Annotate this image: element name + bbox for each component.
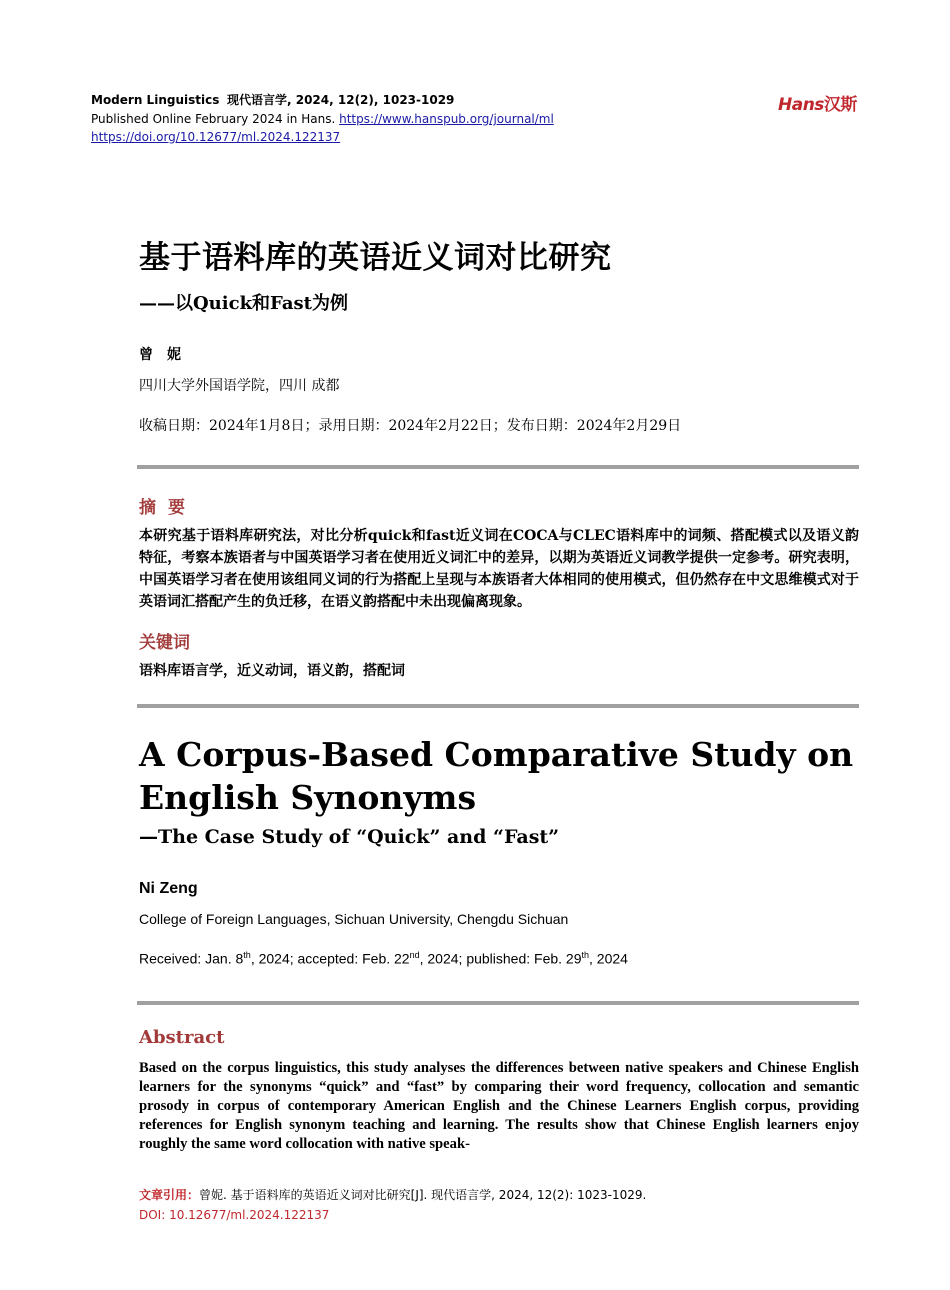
accepted-sup: nd — [409, 950, 420, 960]
abstract-english: Based on the corpus linguistics, this study analyses the differences between native speakers and Chinese English learners for the synonyms “quick” and “fast” by comparing their word frequency, collocation and semantic prosody in corpus of contemporary American English and the Chinese Learners English corpus, providing references for English synonym teaching and learning. The results show that Chinese English learners enjoy roughly the same word collocation with native speak- — [139, 1060, 859, 1152]
hans-logo — [778, 90, 857, 115]
logo-text-cn: 汉斯 — [823, 95, 857, 115]
received-sup: th — [243, 950, 251, 960]
accepted-date: , 2024; accepted: Feb. 22 — [250, 950, 410, 967]
keywords-chinese: 语料库语言学，近义动词，语义韵，搭配词 — [139, 663, 405, 679]
journal-link[interactable]: https://www.hanspub.org/journal/ml — [339, 112, 554, 126]
doi-link[interactable]: https://doi.org/10.12677/ml.2024.122137 — [91, 130, 341, 144]
abstract-heading-chinese: 摘要 — [139, 498, 197, 518]
keywords-heading-chinese: 关键词 — [139, 633, 190, 653]
author-chinese: 曾妮 — [139, 347, 195, 363]
published-text: Published Online February 2024 in Hans. — [91, 112, 336, 126]
journal-name: Modern Linguistics — [91, 93, 220, 107]
citation-text: 曾妮. 基于语料库的英语近义词对比研究[J]. 现代语言学, 2024, 12(2): 1023-1029. — [199, 1188, 647, 1202]
journal-cn-info: 现代语言学, 2024, 12(2), 1023-1029 — [227, 93, 455, 107]
author-english: Ni Zeng — [139, 880, 198, 897]
received-date: Received: Jan. 8 — [139, 950, 244, 967]
affiliation-english: College of Foreign Languages, Sichuan University, Chengdu Sichuan — [139, 911, 569, 927]
abstract-heading-english: Abstract — [139, 1027, 225, 1048]
published-line — [91, 110, 554, 129]
dates-english — [139, 950, 628, 967]
subtitle-chinese: ——以Quick和Fast为例 — [139, 293, 348, 314]
subtitle-english: —The Case Study of “Quick” and “Fast” — [139, 826, 560, 848]
abstract-chinese: 本研究基于语料库研究法，对比分析quick和fast近义词在COCA与CLEC语料库中的词频、搭配模式以及语义韵特征，考察本族语者与中国英语学习者在使用近义词汇中的差异，以期为英语近义词教学提供一定参考。研究表明，中国英语学习者在使用该组同义词的行为搭配上呈现与本族语者大体相同的使用模式，但仍然存在中文思维模式对于英语词汇搭配产生的负迁移，在语义韵搭配中未出现偏离现象。 — [139, 528, 859, 610]
divider — [137, 704, 859, 708]
citation-label: 文章引用： — [139, 1188, 200, 1202]
title-english: A Corpus-Based Comparative Study on English Synonyms — [139, 735, 854, 817]
citation-doi: DOI: 10.12677/ml.2024.122137 — [139, 1208, 330, 1222]
title-chinese: 基于语料库的英语近义词对比研究 — [139, 240, 612, 276]
dates-chinese: 收稿日期：2024年1月8日；录用日期：2024年2月22日；发布日期：2024年2月29日 — [139, 418, 682, 434]
journal-header — [91, 91, 454, 110]
logo-text-en: Hans — [778, 95, 824, 115]
doi-line — [91, 128, 340, 147]
citation-block — [139, 1185, 646, 1225]
dates-tail: , 2024 — [589, 950, 628, 967]
citation-line — [139, 1185, 646, 1205]
published-date: , 2024; published: Feb. 29 — [419, 950, 582, 967]
divider — [137, 1001, 859, 1005]
divider — [137, 465, 859, 469]
published-sup: th — [581, 950, 590, 960]
affiliation-chinese: 四川大学外国语学院，四川 成都 — [139, 378, 340, 394]
